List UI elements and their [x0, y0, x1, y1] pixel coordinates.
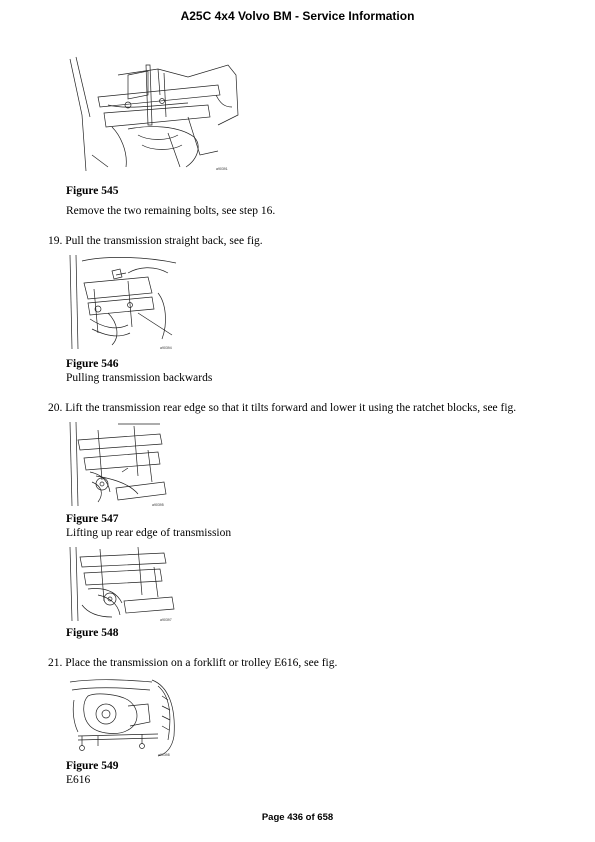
- step-21-text: 21. Place the transmission on a forklift or trolley E616, see fig.: [48, 657, 338, 669]
- figure-549-caption: E616: [66, 774, 91, 786]
- figure-548-illustration: [68, 545, 180, 625]
- figure-549-illustration: [68, 676, 178, 758]
- figure-545-illustration: [68, 55, 240, 173]
- figure-547-illustration: [68, 420, 172, 510]
- figure-545-title: Figure 545: [66, 185, 119, 197]
- page-header-title: A25C 4x4 Volvo BM - Service Information: [180, 9, 415, 23]
- figure-546-title: Figure 546: [66, 358, 119, 370]
- figure-547-caption: Lifting up rear edge of transmission: [66, 527, 232, 539]
- figure-546-illustration: [68, 253, 180, 355]
- page-footer-number: Page 436 of 658: [261, 812, 334, 823]
- figure-546-code: a90394: [160, 346, 172, 350]
- figure-546-caption: Pulling transmission backwards: [66, 372, 213, 384]
- figure-545-code: a90391: [216, 167, 228, 171]
- step-19-text: 19. Pull the transmission straight back, see fig.: [48, 235, 263, 247]
- figure-545-caption: Remove the two remaining bolts, see step 16.: [66, 205, 276, 217]
- figure-547-title: Figure 547: [66, 513, 119, 525]
- figure-548-title: Figure 548: [66, 627, 119, 639]
- figure-548-code: a90397: [160, 618, 172, 622]
- figure-549-title: Figure 549: [66, 760, 119, 772]
- step-20-text: 20. Lift the transmission rear edge so that it tilts forward and lower it using the ratchet blocks, see fig.: [48, 402, 517, 414]
- figure-549-code: a90398: [158, 753, 170, 757]
- figure-547-code: a90395: [152, 503, 164, 507]
